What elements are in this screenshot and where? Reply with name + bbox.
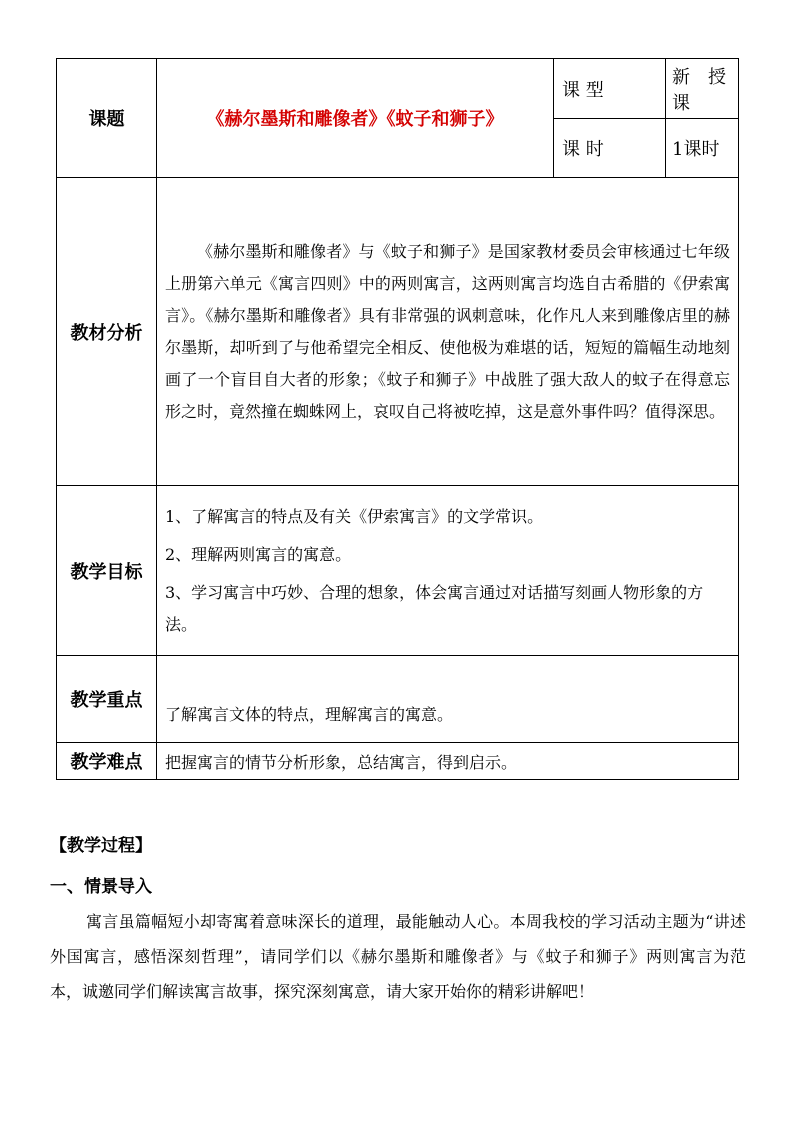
goals-label: 教学目标 <box>57 486 157 656</box>
key-points-label: 教学重点 <box>57 656 157 743</box>
topic-label: 课题 <box>57 59 157 178</box>
difficulty-label: 教学难点 <box>57 743 157 780</box>
period-value: 1课时 <box>666 119 739 178</box>
lesson-type-line-1: 新 授 <box>672 66 726 88</box>
period-label: 课 时 <box>554 119 666 178</box>
section-1-title: 一、情景导入 <box>50 877 152 897</box>
goal-item: 2、理解两则寓言的寓意。 <box>165 544 352 564</box>
goals-list <box>157 486 739 656</box>
lesson-title: 《赫尔墨斯和雕像者》《蚊子和狮子》 <box>157 59 554 178</box>
key-points-text: 了解寓言文体的特点，理解寓言的寓意。 <box>157 656 739 743</box>
difficulty-text: 把握寓言的情节分析形象，总结寓言，得到启示。 <box>157 743 739 780</box>
process-heading: 【教学过程】 <box>50 836 152 856</box>
lesson-plan-table <box>56 58 739 780</box>
section-1-text: 寓言虽篇幅短小却寄寓着意味深长的道理，最能触动人心。本周我校的学习活动主题为“讲述外国寓言，感悟深刻哲理”，请同学们以《赫尔墨斯和雕像者》与《蚊子和狮子》两则寓言为范本，诚邀同学们解读寓言故事，探究深刻寓意，请大家开始你的精彩讲解吧！ <box>50 912 746 1001</box>
goal-item: 3、学习寓言中巧妙、合理的想象，体会寓言通过对话描写刻画人物形象的方法。 <box>165 582 704 634</box>
lesson-type-line-2: 课 <box>672 92 690 114</box>
analysis-label: 教材分析 <box>57 178 157 486</box>
lesson-type-value <box>666 59 739 119</box>
lesson-type-label: 课 型 <box>554 59 666 119</box>
goal-item: 1、了解寓言的特点及有关《伊索寓言》的文学常识。 <box>165 506 544 526</box>
analysis-text: 《赫尔墨斯和雕像者》与《蚊子和狮子》是国家教材委员会审核通过七年级上册第六单元《寓言四则》中的两则寓言，这两则寓言均选自古希腊的《伊索寓言》。《赫尔墨斯和雕像者》具有非常强的讽刺意味，化作凡人来到雕像店里的赫尔墨斯，却听到了与他希望完全相反、使他极为难堪的话，短短的篇幅生动地刻画了一个盲目自大者的形象；《蚊子和狮子》中战胜了强大敌人的蚊子在得意忘形之时，竟然撞在蜘蛛网上，哀叹自己将被吃掉，这是意外事件吗？值得深思。 <box>157 178 739 486</box>
